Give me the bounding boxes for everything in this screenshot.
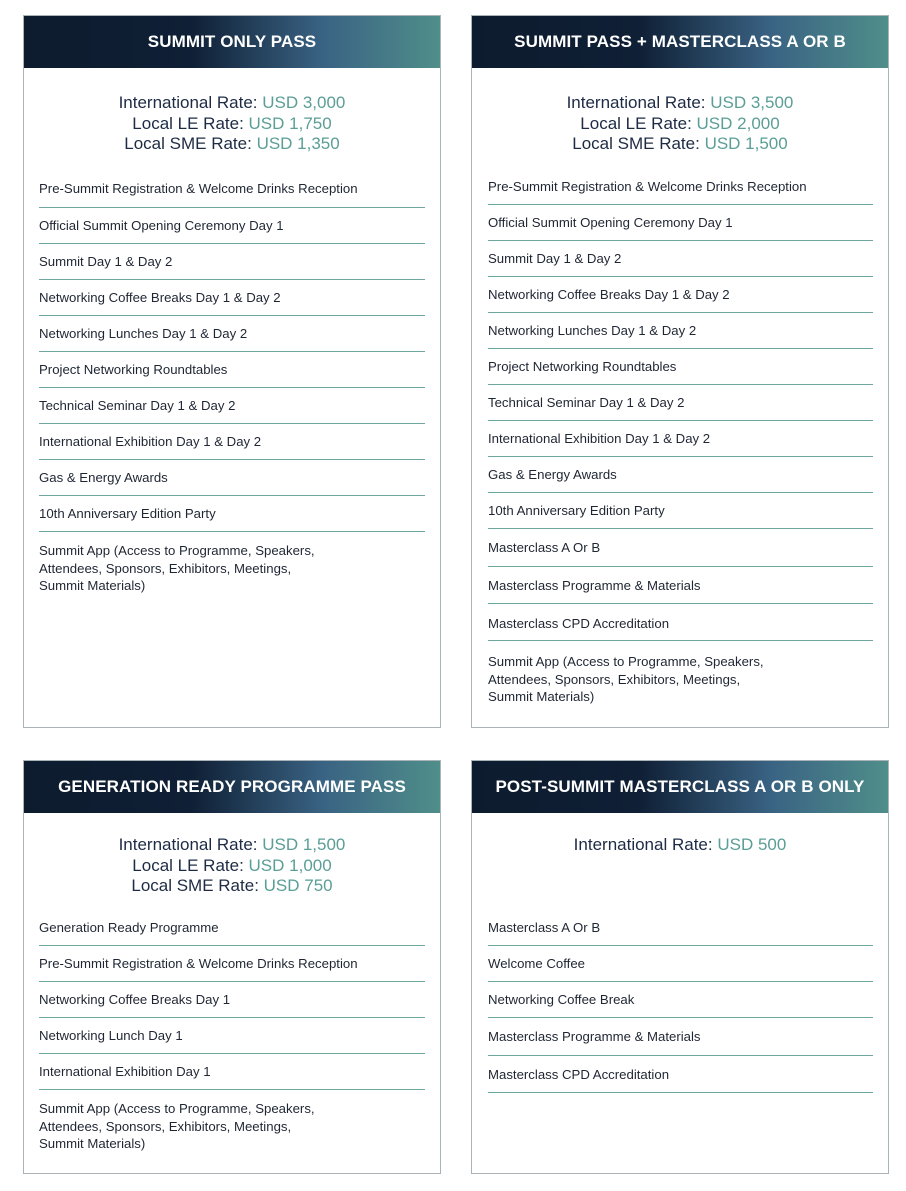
- list-item: Project Networking Roundtables: [488, 349, 873, 385]
- list-item: Summit App (Access to Programme, Speakers, Attendees, Sponsors, Exhibitors, Meetings, Summit Materials): [488, 654, 764, 704]
- inclusions-list: [488, 920, 873, 1093]
- list-item: Official Summit Opening Ceremony Day 1: [488, 205, 873, 241]
- list-item: Masterclass CPD Accreditation: [488, 604, 873, 641]
- local-sme-rate: Local SME Rate: USD 1,500: [572, 134, 788, 153]
- international-rate: International Rate: USD 500: [573, 835, 787, 854]
- inclusions-list: [488, 179, 873, 706]
- list-item: Masterclass A Or B: [488, 529, 873, 567]
- pass-card-summit-masterclass: [471, 15, 889, 728]
- list-item: Networking Lunches Day 1 & Day 2: [39, 316, 425, 352]
- list-item: Networking Lunch Day 1: [39, 1018, 425, 1054]
- list-item: Networking Coffee Breaks Day 1: [39, 982, 425, 1018]
- list-item: Welcome Coffee: [488, 946, 873, 982]
- international-rate: International Rate: USD 1,500: [118, 835, 346, 854]
- pass-card-post-summit-masterclass: [471, 760, 889, 1174]
- list-item: 10th Anniversary Edition Party: [488, 493, 873, 529]
- list-item: International Exhibition Day 1 & Day 2: [488, 421, 873, 457]
- list-item: Masterclass Programme & Materials: [488, 567, 873, 604]
- pass-title: GENERATION READY PROGRAMME PASS: [24, 761, 440, 813]
- rates-block: [472, 835, 888, 856]
- pass-title: SUMMIT PASS + MASTERCLASS A OR B: [472, 16, 888, 68]
- list-item: Gas & Energy Awards: [488, 457, 873, 493]
- inclusions-list: [39, 181, 425, 595]
- list-item: 10th Anniversary Edition Party: [39, 496, 425, 532]
- local-le-rate: Local LE Rate: USD 1,000: [132, 855, 332, 875]
- list-item: Technical Seminar Day 1 & Day 2: [39, 388, 425, 424]
- local-sme-rate: Local SME Rate: USD 750: [131, 876, 333, 895]
- rates-block: [24, 835, 440, 897]
- inclusions-list: [39, 920, 425, 1153]
- list-item: International Exhibition Day 1: [39, 1054, 425, 1090]
- list-item: Summit App (Access to Programme, Speakers, Attendees, Sponsors, Exhibitors, Meetings, Summit Materials): [39, 543, 315, 593]
- local-sme-rate: Local SME Rate: USD 1,350: [124, 134, 340, 153]
- pass-title: SUMMIT ONLY PASS: [24, 16, 440, 68]
- local-le-rate: Local LE Rate: USD 1,750: [132, 113, 332, 133]
- list-item: Masterclass A Or B: [488, 920, 873, 946]
- list-item: Official Summit Opening Ceremony Day 1: [39, 208, 425, 244]
- rates-block: [472, 93, 888, 155]
- list-item: Pre-Summit Registration & Welcome Drinks Reception: [39, 946, 425, 982]
- list-item: Networking Coffee Breaks Day 1 & Day 2: [39, 280, 425, 316]
- local-le-rate: Local LE Rate: USD 2,000: [580, 113, 780, 133]
- pass-title: POST-SUMMIT MASTERCLASS A OR B ONLY: [472, 761, 888, 813]
- list-item: Generation Ready Programme: [39, 920, 425, 946]
- rates-block: [24, 93, 440, 155]
- international-rate: International Rate: USD 3,500: [566, 93, 794, 112]
- list-item: Networking Coffee Break: [488, 982, 873, 1018]
- international-rate: International Rate: USD 3,000: [118, 93, 346, 112]
- list-item: Networking Lunches Day 1 & Day 2: [488, 313, 873, 349]
- pass-card-summit-only: [23, 15, 441, 728]
- list-item: Gas & Energy Awards: [39, 460, 425, 496]
- list-item: Technical Seminar Day 1 & Day 2: [488, 385, 873, 421]
- list-item: Summit Day 1 & Day 2: [488, 241, 873, 277]
- list-item: Summit App (Access to Programme, Speakers, Attendees, Sponsors, Exhibitors, Meetings, Summit Materials): [39, 1101, 315, 1151]
- list-item: Masterclass Programme & Materials: [488, 1018, 873, 1056]
- list-item: Pre-Summit Registration & Welcome Drinks Reception: [488, 179, 873, 205]
- list-item: Masterclass CPD Accreditation: [488, 1056, 873, 1093]
- list-item: Project Networking Roundtables: [39, 352, 425, 388]
- list-item: Summit Day 1 & Day 2: [39, 244, 425, 280]
- list-item: Pre-Summit Registration & Welcome Drinks Reception: [39, 181, 425, 208]
- list-item: International Exhibition Day 1 & Day 2: [39, 424, 425, 460]
- pass-card-generation-ready: [23, 760, 441, 1174]
- list-item: Networking Coffee Breaks Day 1 & Day 2: [488, 277, 873, 313]
